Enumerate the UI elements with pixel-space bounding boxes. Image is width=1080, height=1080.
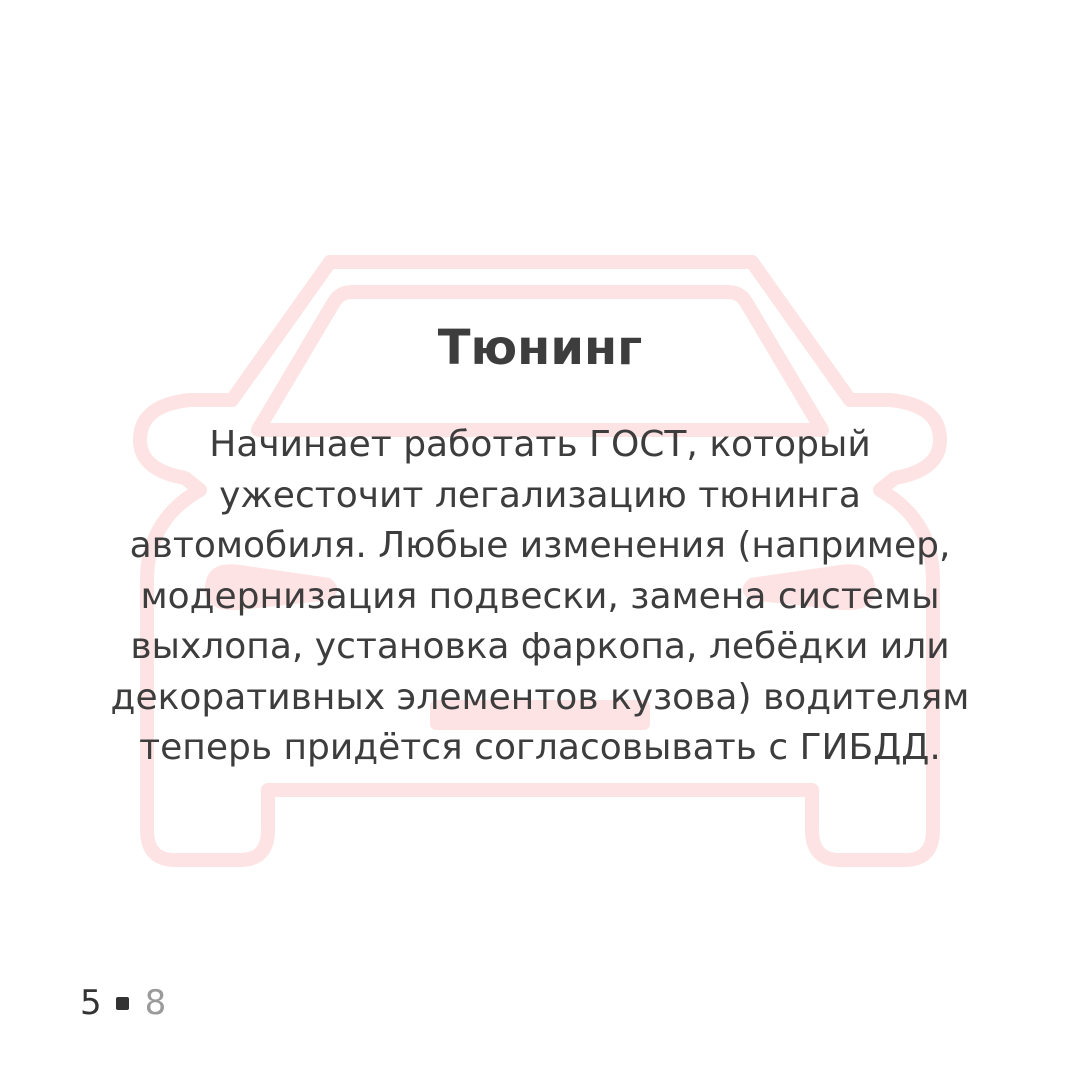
- body-line: модернизация подвески, замена системы: [140, 575, 940, 617]
- slide-body: [70, 420, 1010, 774]
- body-line: Начинает работать ГОСТ, который: [209, 424, 871, 465]
- current-page-number: 5: [80, 983, 102, 1023]
- body-line: ужесточит легализацию тюнинга: [219, 474, 861, 516]
- slide-title: Тюнинг: [437, 320, 643, 376]
- body-line: автомобиля. Любые изменения (например,: [129, 525, 951, 566]
- body-line: выхлопа, установка фаркопа, лебёдки или: [130, 626, 950, 667]
- total-pages-number: 8: [144, 983, 167, 1023]
- square-dot-icon: [116, 997, 129, 1010]
- body-line: декоративных элементов кузова) водителям: [110, 676, 970, 718]
- page-indicator: [80, 983, 166, 1023]
- body-line: теперь придётся согласовывать с ГИБДД.: [139, 727, 941, 768]
